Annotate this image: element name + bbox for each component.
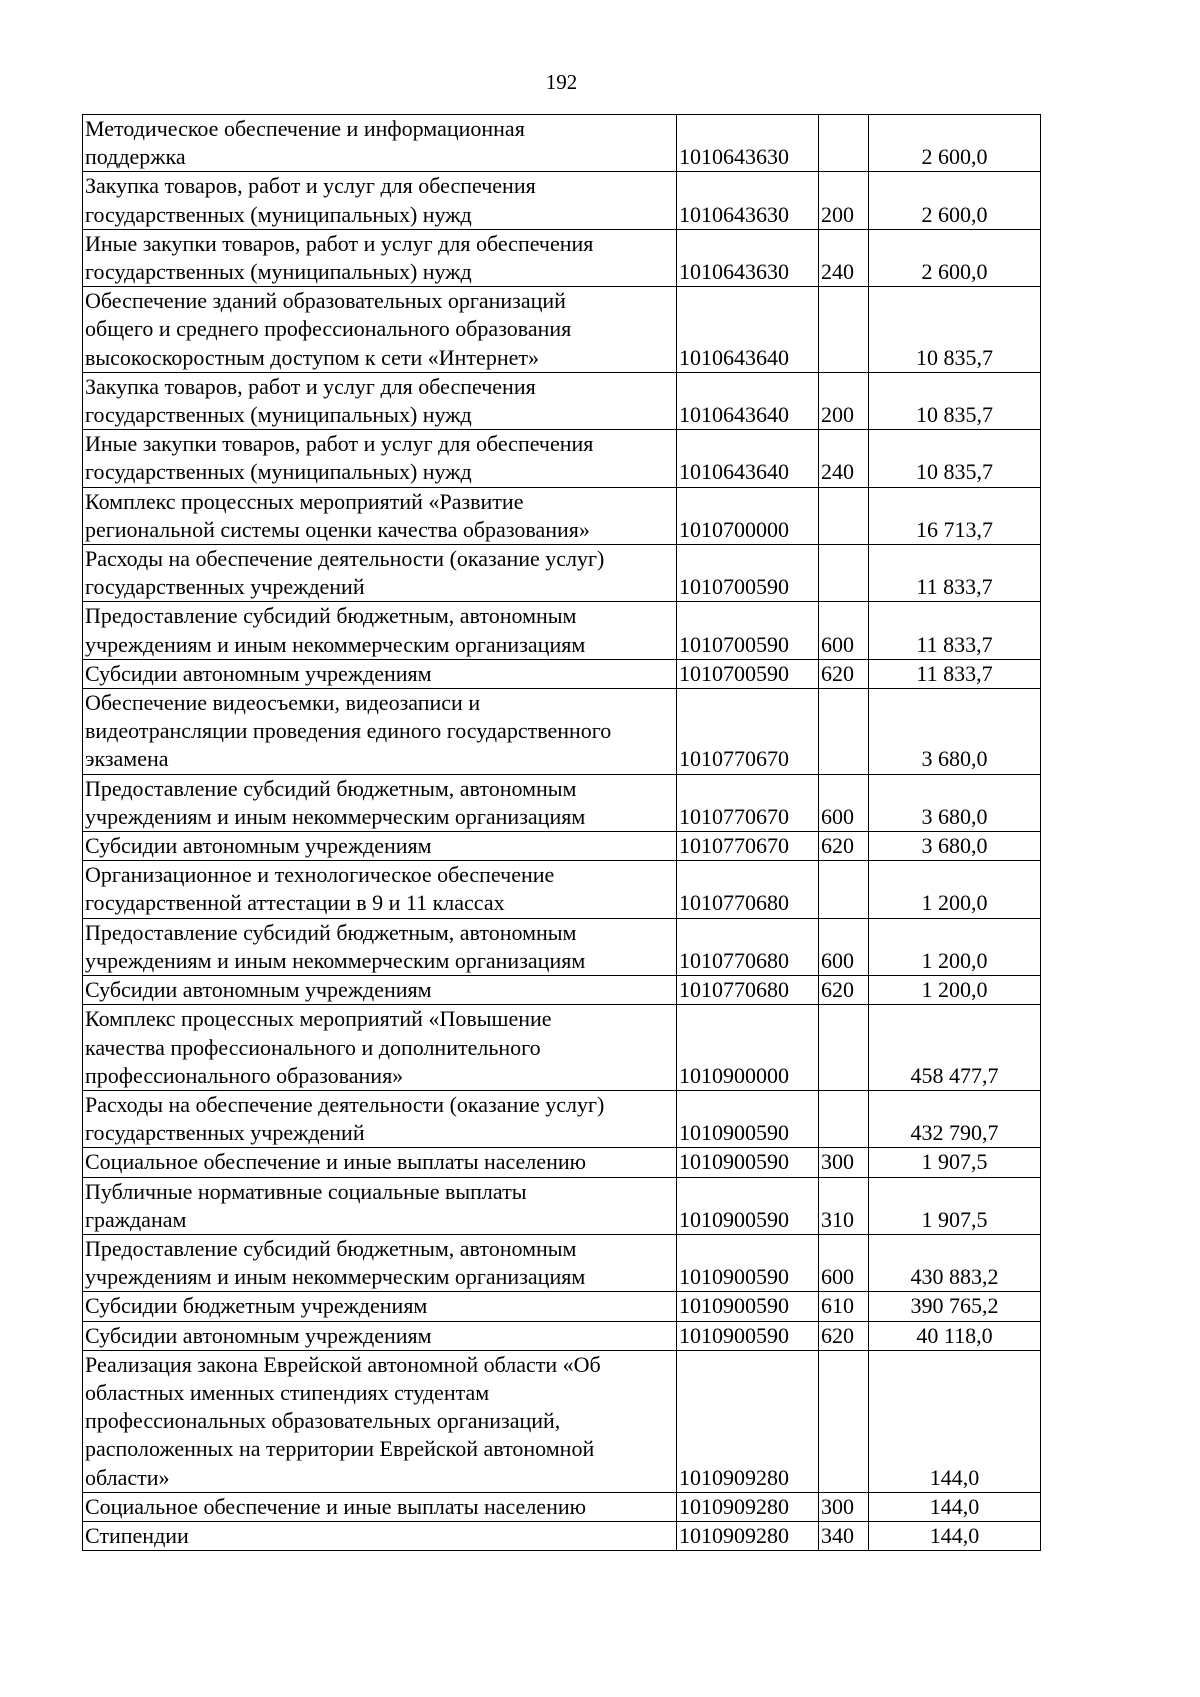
amount-cell: 10 835,7 (869, 287, 1041, 373)
row-name-cell: Закупка товаров, работ и услуг для обеспечения государственных (муниципальных) нужд (83, 172, 677, 229)
expense-type-cell (819, 861, 869, 918)
row-name-cell: Субсидии автономным учреждениям (83, 832, 677, 861)
amount-cell: 144,0 (869, 1521, 1041, 1550)
expense-type-cell: 620 (819, 659, 869, 688)
row-name-cell: Иные закупки товаров, работ и услуг для обеспечения государственных (муниципальных) нужд (83, 430, 677, 487)
expense-type-cell (819, 545, 869, 602)
table-row (83, 1350, 1041, 1492)
target-code-cell: 1010643630 (677, 229, 819, 286)
amount-cell: 40 118,0 (869, 1321, 1041, 1350)
amount-cell: 144,0 (869, 1492, 1041, 1521)
target-code-cell: 1010770670 (677, 832, 819, 861)
target-code-cell: 1010900590 (677, 1090, 819, 1147)
table-row (83, 832, 1041, 861)
row-name-cell: Социальное обеспечение и иные выплаты населению (83, 1148, 677, 1177)
row-name-cell: Предоставление субсидий бюджетным, автономным учреждениям и иным некоммерческим организациям (83, 918, 677, 975)
table-row (83, 976, 1041, 1005)
expense-type-cell: 600 (819, 602, 869, 659)
target-code-cell: 1010900590 (677, 1177, 819, 1234)
amount-cell: 2 600,0 (869, 172, 1041, 229)
expense-type-cell (819, 1350, 869, 1492)
target-code-cell: 1010900000 (677, 1005, 819, 1091)
amount-cell: 1 200,0 (869, 861, 1041, 918)
table-row (83, 487, 1041, 544)
amount-cell: 390 765,2 (869, 1292, 1041, 1321)
target-code-cell: 1010770680 (677, 918, 819, 975)
row-name-cell: Социальное обеспечение и иные выплаты населению (83, 1492, 677, 1521)
table-row (83, 229, 1041, 286)
table-row (83, 287, 1041, 373)
table-row (83, 1177, 1041, 1234)
amount-cell: 11 833,7 (869, 659, 1041, 688)
amount-cell: 1 200,0 (869, 918, 1041, 975)
row-name-cell: Субсидии автономным учреждениям (83, 659, 677, 688)
table-row (83, 1148, 1041, 1177)
expense-type-cell (819, 115, 869, 172)
row-name-cell: Комплекс процессных мероприятий «Повышение качества профессионального и дополнительного профессионального образования» (83, 1005, 677, 1091)
target-code-cell: 1010900590 (677, 1292, 819, 1321)
expense-type-cell (819, 689, 869, 775)
target-code-cell: 1010700590 (677, 602, 819, 659)
table-row (83, 372, 1041, 429)
target-code-cell: 1010700590 (677, 659, 819, 688)
table-row (83, 1492, 1041, 1521)
amount-cell: 432 790,7 (869, 1090, 1041, 1147)
budget-table (82, 114, 1041, 1551)
amount-cell: 458 477,7 (869, 1005, 1041, 1091)
table-row (83, 430, 1041, 487)
table-row (83, 689, 1041, 775)
row-name-cell: Обеспечение зданий образовательных организаций общего и среднего профессионального образования высокоскоростным доступом к сети «Интернет» (83, 287, 677, 373)
row-name-cell: Обеспечение видеосъемки, видеозаписи и видеотрансляции проведения единого государственного экзамена (83, 689, 677, 775)
table-row (83, 115, 1041, 172)
target-code-cell: 1010643640 (677, 372, 819, 429)
target-code-cell: 1010643630 (677, 172, 819, 229)
expense-type-cell (819, 287, 869, 373)
table-row (83, 774, 1041, 831)
table-row (83, 602, 1041, 659)
expense-type-cell: 240 (819, 229, 869, 286)
row-name-cell: Реализация закона Еврейской автономной области «Об областных именных стипендиях студентам профессиональных образовательных организаций, расположенных на территории Еврейской автономной области» (83, 1350, 677, 1492)
expense-type-cell: 300 (819, 1148, 869, 1177)
expense-type-cell: 340 (819, 1521, 869, 1550)
row-name-cell: Иные закупки товаров, работ и услуг для обеспечения государственных (муниципальных) нужд (83, 229, 677, 286)
target-code-cell: 1010770680 (677, 976, 819, 1005)
row-name-cell: Организационное и технологическое обеспечение государственной аттестации в 9 и 11 классах (83, 861, 677, 918)
row-name-cell: Расходы на обеспечение деятельности (оказание услуг) государственных учреждений (83, 545, 677, 602)
table-row (83, 918, 1041, 975)
row-name-cell: Предоставление субсидий бюджетным, автономным учреждениям и иным некоммерческим организациям (83, 1234, 677, 1291)
table-row (83, 1090, 1041, 1147)
expense-type-cell: 200 (819, 172, 869, 229)
expense-type-cell: 620 (819, 976, 869, 1005)
amount-cell: 1 907,5 (869, 1177, 1041, 1234)
expense-type-cell (819, 1090, 869, 1147)
table-row (83, 1521, 1041, 1550)
table-row (83, 1292, 1041, 1321)
expense-type-cell: 240 (819, 430, 869, 487)
target-code-cell: 1010900590 (677, 1234, 819, 1291)
target-code-cell: 1010700590 (677, 545, 819, 602)
table-row (83, 545, 1041, 602)
target-code-cell: 1010643640 (677, 287, 819, 373)
amount-cell: 3 680,0 (869, 774, 1041, 831)
row-name-cell: Предоставление субсидий бюджетным, автономным учреждениям и иным некоммерческим организациям (83, 774, 677, 831)
target-code-cell: 1010700000 (677, 487, 819, 544)
row-name-cell: Методическое обеспечение и информационная поддержка (83, 115, 677, 172)
table-row (83, 172, 1041, 229)
expense-type-cell: 600 (819, 1234, 869, 1291)
amount-cell: 11 833,7 (869, 545, 1041, 602)
table-row (83, 1321, 1041, 1350)
expense-type-cell: 600 (819, 918, 869, 975)
row-name-cell: Субсидии бюджетным учреждениям (83, 1292, 677, 1321)
target-code-cell: 1010770670 (677, 689, 819, 775)
expense-type-cell (819, 487, 869, 544)
amount-cell: 11 833,7 (869, 602, 1041, 659)
row-name-cell: Расходы на обеспечение деятельности (оказание услуг) государственных учреждений (83, 1090, 677, 1147)
amount-cell: 3 680,0 (869, 689, 1041, 775)
budget-table-body (83, 115, 1041, 1551)
expense-type-cell (819, 1005, 869, 1091)
table-row (83, 1234, 1041, 1291)
amount-cell: 10 835,7 (869, 372, 1041, 429)
expense-type-cell: 600 (819, 774, 869, 831)
target-code-cell: 1010900590 (677, 1321, 819, 1350)
page-number: 192 (545, 70, 578, 94)
target-code-cell: 1010643630 (677, 115, 819, 172)
expense-type-cell: 300 (819, 1492, 869, 1521)
row-name-cell: Стипендии (83, 1521, 677, 1550)
row-name-cell: Закупка товаров, работ и услуг для обеспечения государственных (муниципальных) нужд (83, 372, 677, 429)
amount-cell: 16 713,7 (869, 487, 1041, 544)
target-code-cell: 1010770680 (677, 861, 819, 918)
row-name-cell: Субсидии автономным учреждениям (83, 976, 677, 1005)
amount-cell: 1 907,5 (869, 1148, 1041, 1177)
amount-cell: 10 835,7 (869, 430, 1041, 487)
target-code-cell: 1010643640 (677, 430, 819, 487)
target-code-cell: 1010909280 (677, 1350, 819, 1492)
target-code-cell: 1010909280 (677, 1492, 819, 1521)
amount-cell: 1 200,0 (869, 976, 1041, 1005)
expense-type-cell: 610 (819, 1292, 869, 1321)
expense-type-cell: 200 (819, 372, 869, 429)
table-row (83, 1005, 1041, 1091)
amount-cell: 2 600,0 (869, 229, 1041, 286)
expense-type-cell: 620 (819, 1321, 869, 1350)
amount-cell: 430 883,2 (869, 1234, 1041, 1291)
expense-type-cell: 310 (819, 1177, 869, 1234)
expense-type-cell: 620 (819, 832, 869, 861)
target-code-cell: 1010770670 (677, 774, 819, 831)
row-name-cell: Публичные нормативные социальные выплаты гражданам (83, 1177, 677, 1234)
row-name-cell: Субсидии автономным учреждениям (83, 1321, 677, 1350)
target-code-cell: 1010909280 (677, 1521, 819, 1550)
amount-cell: 2 600,0 (869, 115, 1041, 172)
amount-cell: 3 680,0 (869, 832, 1041, 861)
target-code-cell: 1010900590 (677, 1148, 819, 1177)
table-row (83, 659, 1041, 688)
amount-cell: 144,0 (869, 1350, 1041, 1492)
row-name-cell: Комплекс процессных мероприятий «Развитие региональной системы оценки качества образования» (83, 487, 677, 544)
table-row (83, 861, 1041, 918)
row-name-cell: Предоставление субсидий бюджетным, автономным учреждениям и иным некоммерческим организациям (83, 602, 677, 659)
